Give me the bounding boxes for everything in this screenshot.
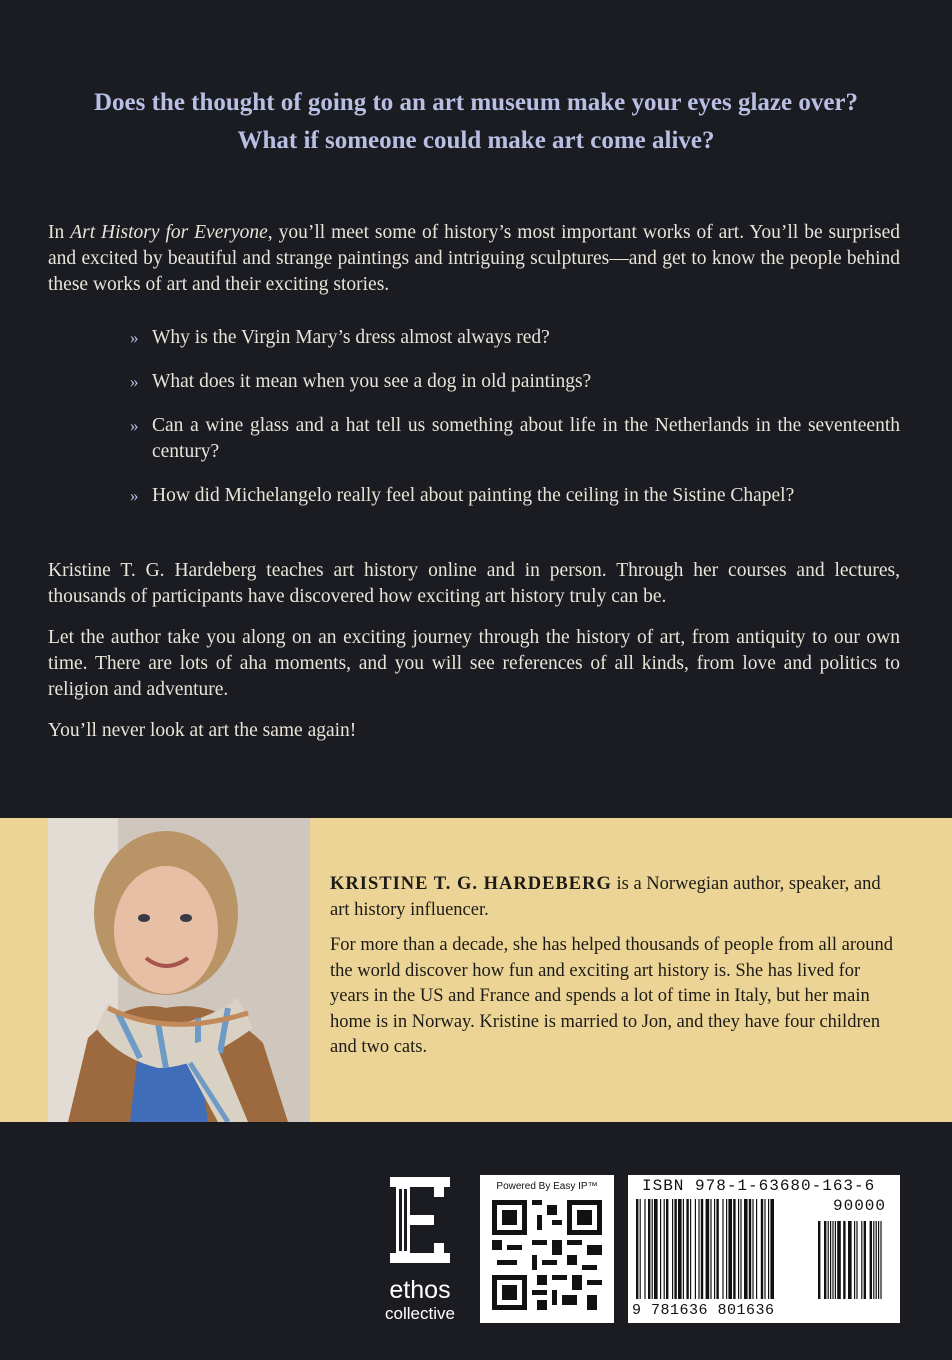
question-item: [130, 325, 900, 351]
question-text: Why is the Virgin Mary’s dress almost always red?: [152, 327, 550, 348]
barcode-number: 9 781636 801636: [632, 1302, 775, 1319]
bullet-chevron-icon: »: [130, 372, 139, 391]
publisher-word-collective: collective: [385, 1304, 455, 1323]
author-teaching-paragraph: Kristine T. G. Hardeberg teaches art history online and in person. Through her courses and lectures, thousands of participants have discovered how exciting art history truly can be.: [48, 560, 900, 607]
bio-details: For more than a decade, she has helped thousands of people from all around the world discover how fun and exciting art history is. She has lived for years in the US and France and spends a lot of time in Italy, but her main home is in Norway. Kristine is married to Jon, and they have four children and two cats.: [330, 935, 894, 1057]
headline-line-2: What if someone could make art come alive?: [237, 127, 715, 154]
question-text: What does it mean when you see a dog in old paintings?: [152, 371, 592, 392]
headline-line-1: Does the thought of going to an art museum make your eyes glaze over?: [93, 89, 859, 116]
question-item: [130, 413, 900, 465]
isbn-barcode: [628, 1175, 900, 1323]
qr-label: Powered By Easy IP™: [496, 1181, 598, 1192]
cover-headline: [0, 84, 952, 160]
bullet-chevron-icon: »: [130, 486, 139, 505]
bio-intro-rest: is a Norwegian author, speaker, and art history influencer.: [330, 874, 881, 920]
publisher-word-ethos: ethos: [389, 1276, 451, 1304]
intro-paragraph: [48, 220, 900, 298]
closing-line: You’ll never look at art the same again!: [48, 720, 357, 741]
bullet-chevron-icon: »: [130, 328, 139, 347]
author-portrait-illustration: [48, 818, 310, 1122]
intro-prefix: In: [48, 222, 71, 243]
author-bio: [330, 872, 900, 1071]
question-list: [130, 325, 900, 527]
bio-intro: [330, 872, 900, 923]
question-item: [130, 369, 900, 395]
book-title: Art History for Everyone: [70, 222, 268, 243]
price-code: 90000: [832, 1197, 886, 1215]
journey-paragraph: Let the author take you along on an exciting journey through the history of art, from antiquity to our own time. There are lots of aha moments, and you will see references of all kinds, from love and politics to religion and adventure.: [48, 627, 900, 700]
bullet-chevron-icon: »: [130, 416, 139, 435]
question-text: Can a wine glass and a hat tell us something about life in the Netherlands in the seventeenth century?: [152, 415, 900, 462]
isbn-text: ISBN 978-1-63680-163-6: [642, 1177, 876, 1195]
qr-code-box: [480, 1175, 614, 1323]
barcode-bars-icon: [628, 1175, 900, 1323]
intro-rest: , you’ll meet some of history’s most important works of art. You’ll be surprised and excited by beautiful and strange paintings and intriguing sculptures—and get to know the people behind these works of art and their exciting stories.: [48, 222, 901, 295]
publisher-logo: [370, 1175, 470, 1335]
ethos-e-logo-icon: [388, 1175, 452, 1265]
question-text: How did Michelangelo really feel about painting the ceiling in the Sistine Chapel?: [152, 485, 795, 506]
author-photo: [48, 818, 310, 1122]
qr-code-icon: [492, 1200, 602, 1310]
author-name: KRISTINE T. G. HARDEBERG: [330, 874, 612, 894]
question-item: [130, 483, 900, 509]
